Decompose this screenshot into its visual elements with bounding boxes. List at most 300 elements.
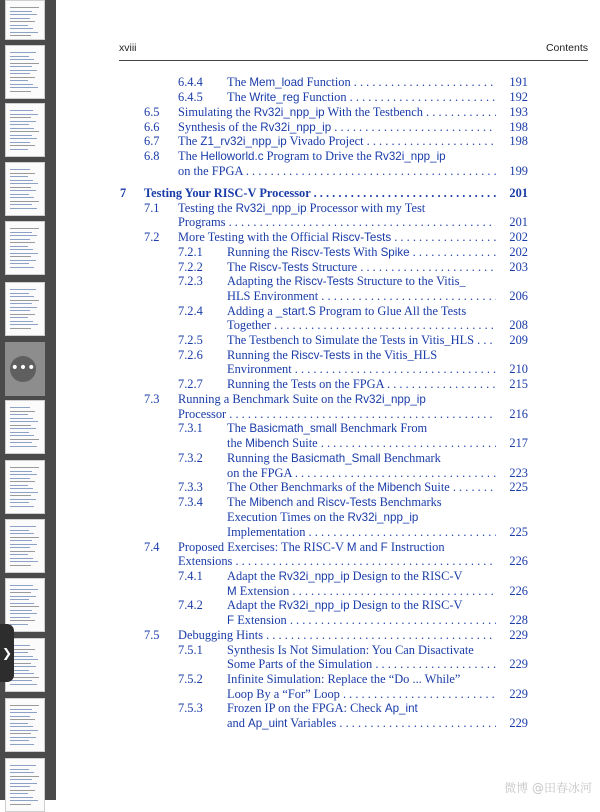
toc-page-number: 229	[509, 657, 528, 671]
toc-entry[interactable]	[56, 164, 600, 179]
thumbnail-text-line	[10, 138, 37, 139]
thumbnail-text-line	[10, 249, 33, 250]
toc-entry[interactable]	[56, 436, 600, 451]
toc-entry-number: 7.5	[144, 628, 160, 642]
toc-page-number: 226	[509, 584, 528, 598]
toc-page-number: 202	[509, 230, 528, 244]
thumbnail-text-line	[10, 772, 34, 773]
toc-entry[interactable]	[56, 701, 600, 716]
toc-page-number: 229	[509, 716, 528, 730]
toc-text: Together	[227, 318, 271, 332]
toc-entry-title	[227, 613, 496, 628]
toc-code-term: Riscv-Tests	[249, 261, 309, 274]
thumbnail-text-line	[10, 740, 29, 741]
toc-page-number: 201	[509, 215, 528, 229]
thumbnail-text-line	[10, 59, 34, 60]
toc-text: More Testing with the Official	[178, 230, 332, 244]
thumbnail-text-line	[10, 606, 39, 607]
thumbnail-text-line	[10, 121, 36, 122]
toc-text: Environment	[227, 362, 292, 376]
toc-entry[interactable]	[56, 525, 600, 540]
toc-page-number: 203	[509, 260, 528, 274]
toc-code-term: Rv32i_npp_ip	[235, 202, 307, 215]
thumbnail-text-line	[10, 471, 32, 472]
toc-entry-number: 7.2.1	[178, 245, 203, 259]
thumbnail-text-line	[10, 554, 28, 555]
thumbnail-text-line	[10, 73, 30, 74]
toc-text: Adapt the	[227, 569, 279, 583]
thumbnail-text-line	[10, 39, 36, 40]
toc-entry-title	[227, 480, 496, 495]
toc-entry-number: 7.2.5	[178, 333, 203, 347]
thumbnail-text-line	[10, 537, 39, 538]
thumbnail-text-line	[10, 208, 37, 209]
thumbnail-text-line	[10, 765, 36, 766]
toc-entry[interactable]	[56, 407, 600, 422]
thumbnail-text-line	[10, 592, 31, 593]
toc-entry-number: 7.3.3	[178, 480, 203, 494]
thumbnail-text-line	[10, 310, 30, 311]
toc-entry[interactable]	[56, 377, 600, 392]
thumbnail-text-line	[10, 296, 34, 297]
toc-entry-title	[178, 230, 496, 245]
toc-entry[interactable]	[56, 260, 600, 275]
toc-entry-number: 7.2.2	[178, 260, 203, 274]
thumbnail-text-line	[10, 190, 36, 191]
thumbnail-text-line	[10, 726, 33, 727]
thumbnail-text-line	[10, 235, 37, 236]
thumbnail-text-line	[10, 723, 28, 724]
thumbnail-text-line	[10, 117, 31, 118]
toc-code-term: Rv32i_npp_ip	[278, 599, 350, 612]
thumbnail-text-line	[10, 135, 32, 136]
thumbnail-text-line	[10, 544, 37, 545]
thumbnail-text-line	[10, 21, 35, 22]
thumbnail-text-line	[10, 804, 31, 805]
thumbnail-text-line	[10, 87, 38, 88]
toc-entry[interactable]	[56, 598, 600, 613]
toc-entry[interactable]	[56, 613, 600, 628]
thumbnail-text-line	[10, 66, 32, 67]
toc-page-number: 216	[509, 407, 528, 421]
toc-entry-title	[227, 466, 496, 481]
toc-entry-number: 7.1	[144, 201, 160, 215]
toc-entry[interactable]	[56, 362, 600, 377]
toc-page-number: 217	[509, 436, 528, 450]
toc-entry[interactable]	[56, 90, 600, 105]
page-thumbnail[interactable]	[5, 103, 45, 157]
thumbnail-text-line	[10, 797, 33, 798]
toc-entry[interactable]	[56, 186, 600, 201]
toc-text: Processor	[178, 407, 227, 421]
page-thumbnail[interactable]	[5, 0, 45, 40]
toc-code-term: Basicmath_small	[249, 422, 338, 435]
thumbnail-text-line	[10, 530, 29, 531]
toc-text: and	[293, 495, 318, 509]
toc-entry[interactable]	[56, 569, 600, 584]
toc-page-number: 225	[509, 480, 528, 494]
toc-text: Running the	[227, 245, 292, 259]
toc-text: The Testbench to Simulate the Tests in Vitis_HLS	[227, 333, 475, 347]
toc-entry[interactable]	[56, 584, 600, 599]
thumbnail-text-line	[10, 242, 35, 243]
toc-text: and	[227, 716, 248, 730]
thumbnail-text-line	[10, 485, 28, 486]
thumbnail-text-line	[10, 719, 35, 720]
thumbnail-text-line	[10, 204, 32, 205]
toc-entry-title	[227, 245, 496, 260]
toc-entry[interactable]	[56, 245, 600, 260]
toc-entry[interactable]	[56, 348, 600, 363]
thumbnail-text-line	[10, 169, 30, 170]
toc-entry[interactable]	[56, 134, 600, 149]
thumbnail-text-line	[10, 428, 36, 429]
thumbnail-text-line	[10, 446, 37, 447]
toc-text: on the FPGA	[227, 466, 292, 480]
toc-text: Loop By a “For” Loop	[227, 687, 340, 701]
thumbnail-text-line	[10, 585, 33, 586]
thumbnail-text-line	[10, 492, 38, 493]
toc-code-term: Mibench	[245, 437, 290, 450]
thumbnail-text-line	[10, 684, 37, 685]
toc-entry[interactable]	[56, 657, 600, 672]
toc-text: HLS Environment	[227, 289, 319, 303]
thumbnail-text-line	[10, 91, 31, 92]
toc-entry[interactable]	[56, 716, 600, 731]
thumbnail-text-line	[10, 25, 28, 26]
toc-code-term: Basicmath_Small	[291, 452, 381, 465]
thumbnail-text-line	[10, 145, 35, 146]
thumbnail-text-line	[10, 201, 39, 202]
thumbnail-text-line	[10, 526, 36, 527]
toc-entry[interactable]	[56, 480, 600, 495]
thumbnail-text-line	[10, 110, 33, 111]
toc-entry[interactable]	[56, 120, 600, 135]
toc-entry-title	[178, 540, 516, 555]
toc-entry-title	[178, 554, 496, 569]
toc-entry[interactable]	[56, 230, 600, 245]
toc-entry-title	[178, 407, 496, 422]
thumbnail-text-line	[10, 414, 28, 415]
toc-entry-number: 7.2.3	[178, 274, 203, 288]
toc-entry-title	[227, 657, 496, 672]
toc-text: Synthesis of the	[178, 120, 261, 134]
toc-text: Suite	[289, 436, 318, 450]
thumbnail-text-line	[10, 599, 29, 600]
toc-entry[interactable]	[56, 451, 600, 466]
thumbnail-text-line	[10, 712, 37, 713]
thumbnail-text-line	[10, 617, 30, 618]
toc-text: The	[178, 149, 201, 163]
page-thumbnail[interactable]	[5, 519, 45, 573]
toc-entry[interactable]	[56, 318, 600, 333]
thumbnail-text-line	[10, 733, 31, 734]
thumbnail-text-line	[10, 260, 36, 261]
toc-entry[interactable]	[56, 105, 600, 120]
thumbnail-text-line	[10, 407, 30, 408]
page-thumbnail[interactable]	[5, 758, 45, 812]
toc-entry-title	[178, 105, 496, 120]
thumbnail-text-line	[10, 80, 28, 81]
toc-text: Function	[303, 75, 351, 89]
toc-entry[interactable]	[56, 466, 600, 481]
thumbnail-text-line	[10, 11, 32, 12]
thumbnail-text-line	[10, 32, 38, 33]
toc-text: Execution Times on the	[227, 510, 348, 524]
toc-text: The	[227, 495, 250, 509]
toc-text: With the Testbench	[324, 105, 423, 119]
thumbnail-text-line	[10, 533, 34, 534]
toc-entry-number: 7.4	[144, 540, 160, 554]
toc-entry-title	[227, 510, 516, 525]
toc-entry-title	[227, 716, 496, 731]
thumbnail-text-line	[10, 28, 33, 29]
thumbnail-text-line	[10, 128, 34, 129]
toc-code-term: Riscv-Tests	[291, 246, 351, 259]
toc-entry-title	[227, 90, 496, 105]
thumbnail-text-line	[10, 267, 34, 268]
toc-entry-number: 7.5.3	[178, 701, 203, 715]
toc-text: Function	[299, 90, 347, 104]
thumbnail-text-line	[10, 418, 33, 419]
thumbnail-text-line	[10, 502, 29, 503]
toc-text: The	[227, 90, 250, 104]
toc-entry[interactable]	[56, 687, 600, 702]
thumbnail-text-line	[10, 173, 35, 174]
toc-entry[interactable]	[56, 75, 600, 90]
page-thumbnail[interactable]	[5, 460, 45, 514]
thumbnail-text-line	[10, 317, 28, 318]
toc-entry[interactable]	[56, 421, 600, 436]
toc-text: in the Vitis_HLS	[350, 348, 438, 362]
toc-code-term: Ap_int	[384, 702, 418, 715]
toc-text: Suite	[421, 480, 450, 494]
thumbnail-text-line	[10, 289, 36, 290]
toc-entry-number: 7.2.7	[178, 377, 203, 391]
toc-entry-number: 7.3.2	[178, 451, 203, 465]
toc-page-number: 198	[509, 134, 528, 148]
toc-entry-number: 6.8	[144, 149, 160, 163]
page-thumbnail[interactable]	[5, 162, 45, 216]
toc-text: Implementation	[227, 525, 306, 539]
toc-code-term: Helloworld.c	[200, 150, 264, 163]
thumbnail-text-line	[10, 70, 37, 71]
thumbnail-text-line	[10, 142, 30, 143]
toc-entry[interactable]	[56, 510, 600, 525]
thumbnail-text-line	[10, 321, 33, 322]
thumbnail-text-line	[10, 442, 32, 443]
thumbnail-text-line	[10, 35, 31, 36]
toc-entry-number: 7.2.6	[178, 348, 203, 362]
toc-text: Programs	[178, 215, 226, 229]
toc-text: Running the	[227, 348, 292, 362]
toc-text: Vivado Project	[286, 134, 364, 148]
toc-text: The	[227, 260, 250, 274]
thumbnail-text-line	[10, 620, 35, 621]
toc-entry[interactable]	[56, 289, 600, 304]
toc-text: Variables	[287, 716, 337, 730]
thumbnail-text-line	[10, 256, 31, 257]
toc-code-term: Spike	[380, 246, 410, 259]
toc-page-number: 228	[509, 613, 528, 627]
toc-entry-title	[227, 75, 496, 90]
thumbnail-text-line	[10, 131, 39, 132]
toc-page-number: 193	[509, 105, 528, 119]
toc-entry-number: 7.2	[144, 230, 160, 244]
toc-text: Extensions	[178, 554, 233, 568]
page-thumbnail[interactable]	[5, 282, 45, 336]
toc-text: Debugging Hints	[178, 628, 264, 642]
toc-text: Design to the RISC-V	[349, 598, 463, 612]
toc-page-number: 201	[509, 186, 528, 200]
toc-entry-title	[227, 421, 516, 436]
more-options-button[interactable]: •••	[10, 356, 36, 382]
toc-text: Benchmark	[380, 451, 441, 465]
thumbnail-text-line	[10, 246, 28, 247]
thumbnail-text-line	[10, 790, 35, 791]
thumbnail-text-line	[10, 114, 38, 115]
thumbnail-text-line	[10, 187, 31, 188]
toc-entry-title	[227, 436, 496, 451]
toc-entry-number: 7.4.1	[178, 569, 203, 583]
toc-page-number: 210	[509, 362, 528, 376]
toc-text: Proposed Exercises: The RISC-V	[178, 540, 347, 554]
toc-entry-number: 7.5.1	[178, 643, 203, 657]
toc-entry-number: 7.3.4	[178, 495, 203, 509]
thumbnail-text-line	[10, 499, 36, 500]
thumbnail-text-line	[10, 432, 29, 433]
thumbnail-text-line	[10, 786, 30, 787]
thumbnail-text-line	[10, 435, 34, 436]
thumbnail-text-line	[10, 659, 38, 660]
thumbnail-text-line	[10, 228, 39, 229]
toc-code-term: Write_reg	[249, 91, 300, 104]
thumbnail-text-line	[10, 547, 30, 548]
expand-sidebar-button[interactable]: ❯	[0, 624, 14, 682]
toc-text: The Other Benchmarks of the	[227, 480, 378, 494]
toc-entry[interactable]	[56, 304, 600, 319]
toc-entry[interactable]	[56, 540, 600, 555]
thumbnail-text-line	[10, 63, 39, 64]
toc-entry[interactable]	[56, 392, 600, 407]
thumbnail-text-line	[10, 705, 39, 706]
thumbnail-text-line	[10, 232, 32, 233]
header-page-number: xviii	[119, 42, 137, 54]
toc-text: Testing Your RISC-V Processor	[144, 186, 311, 200]
toc-entry[interactable]	[56, 201, 600, 216]
toc-entry-title	[227, 318, 496, 333]
toc-text: Instruction	[387, 540, 445, 554]
toc-page-number: 191	[509, 75, 528, 89]
toc-entry-number: 6.5	[144, 105, 160, 119]
page-thumbnail[interactable]	[5, 578, 45, 632]
toc-entry-number: 6.4.4	[178, 75, 203, 89]
toc-entry-title	[227, 260, 496, 275]
toc-code-term: _start.S	[275, 305, 316, 318]
thumbnail-text-line	[10, 716, 30, 717]
toc-code-term: Ap_uint	[248, 717, 288, 730]
thumbnail-text-line	[10, 411, 35, 412]
toc-entry-number: 7.3	[144, 392, 160, 406]
toc-entry[interactable]	[56, 215, 600, 230]
thumbnail-text-line	[10, 481, 35, 482]
toc-entry-title	[178, 149, 516, 164]
thumbnail-text-line	[10, 744, 34, 745]
thumbnail-text-line	[10, 467, 39, 468]
thumbnail-text-line	[10, 18, 30, 19]
toc-entry-title	[227, 348, 516, 363]
page-thumbnail[interactable]	[5, 698, 45, 752]
toc-code-term: Rv32i_npp_ip	[260, 121, 332, 134]
thumbnail-text-line	[10, 551, 35, 552]
toc-code-term: M	[346, 541, 357, 554]
toc-text: and	[356, 540, 381, 554]
thumbnail-text-line	[10, 300, 39, 301]
thumbnail-text-line	[10, 84, 33, 85]
toc-text: Structure to the Vitis_	[353, 274, 466, 288]
toc-entry[interactable]	[56, 495, 600, 510]
toc-entry-title	[178, 201, 516, 216]
toc-page-number: 225	[509, 525, 528, 539]
toc-entry-title	[227, 701, 516, 716]
document-page	[56, 0, 600, 800]
thumbnail-text-line	[10, 183, 38, 184]
toc-code-term: Riscv-Tests	[291, 349, 351, 362]
toc-entry-title	[227, 274, 516, 289]
toc-text: Extension	[234, 613, 287, 627]
toc-code-term: F	[380, 541, 388, 554]
thumbnail-text-line	[10, 506, 34, 507]
thumbnail-text-line	[10, 421, 38, 422]
toc-entry[interactable]	[56, 274, 600, 289]
toc-entry[interactable]	[56, 554, 600, 569]
page-thumbnail[interactable]	[5, 221, 45, 275]
page-thumbnail[interactable]	[5, 45, 45, 99]
thumbnail-text-line	[10, 776, 39, 777]
toc-entry[interactable]	[56, 333, 600, 348]
thumbnail-text-line	[10, 730, 38, 731]
thumbnail-text-line	[10, 307, 37, 308]
toc-entry[interactable]	[56, 628, 600, 643]
toc-page-number: 215	[509, 377, 528, 391]
toc-entry-title	[227, 451, 516, 466]
toc-entry[interactable]	[56, 643, 600, 658]
toc-page-number: 202	[509, 245, 528, 259]
toc-entry-title	[227, 362, 496, 377]
toc-text: Benchmark From	[337, 421, 428, 435]
thumbnail-text-line	[10, 495, 31, 496]
thumbnail-text-line	[10, 474, 37, 475]
toc-entry[interactable]	[56, 149, 600, 164]
toc-entry-number: 7.4.2	[178, 598, 203, 612]
thumbnail-text-line	[10, 7, 39, 8]
toc-text: Running the	[227, 451, 292, 465]
page-thumbnail[interactable]	[5, 400, 45, 454]
toc-text: With	[350, 245, 381, 259]
thumbnail-text-line	[10, 488, 33, 489]
thumbnail-text-line	[10, 197, 34, 198]
toc-text: Extension	[236, 584, 290, 598]
toc-entry-title	[227, 377, 496, 392]
toc-entry[interactable]	[56, 672, 600, 687]
header-section-title: Contents	[545, 42, 588, 54]
toc-entry-title	[227, 289, 496, 304]
thumbnail-text-line	[10, 149, 28, 150]
toc-entry-number: 7.2.4	[178, 304, 203, 318]
toc-entry-title	[178, 164, 496, 179]
thumbnail-text-line	[10, 239, 30, 240]
thumbnail-text-line	[10, 737, 36, 738]
